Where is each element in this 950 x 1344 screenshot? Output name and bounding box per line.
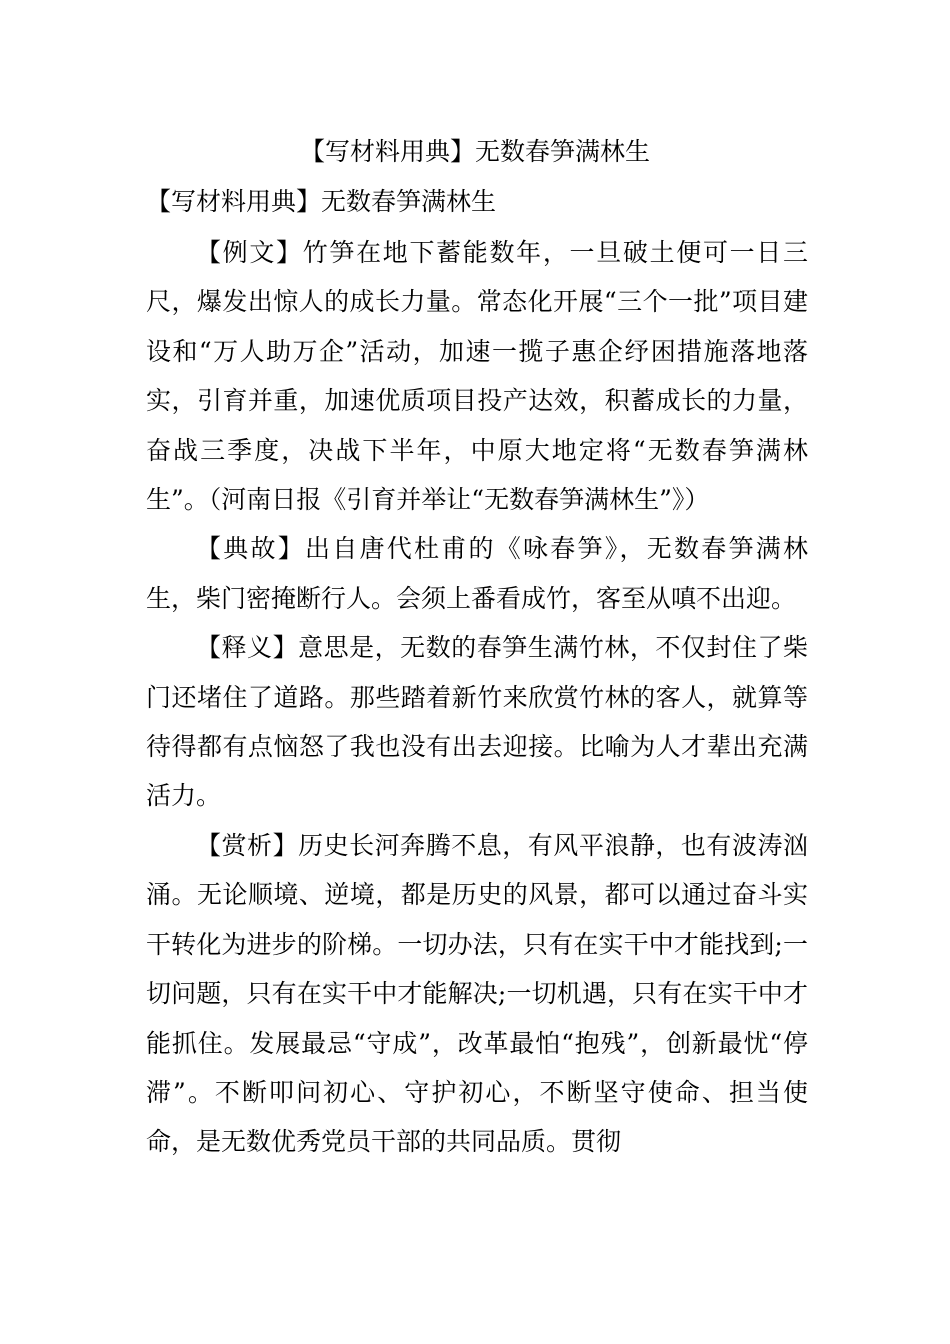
paragraph-interpretation: 【释义】意思是，无数的春笋生满竹林，不仅封住了柴门还堵住了道路。那些踏着新竹来欣赏竹林的客人，就算等待得都有点恼怒了我也没有出去迎接。比喻为人才辈出充满活力。 xyxy=(146,633,808,811)
document-title: 【写材料用典】无数春笋满林生 xyxy=(299,137,650,166)
paragraph-allusion: 【典故】出自唐代杜甫的《咏春笋》，无数春笋满林生，柴门密掩断行人。会须上番看成竹，客至从嗔不出迎。 xyxy=(146,534,808,613)
document-body xyxy=(146,228,808,1167)
paragraph-example: 【例文】竹笋在地下蓄能数年，一旦破土便可一日三尺，爆发出惊人的成长力量。常态化开展“三个一批”项目建设和“万人助万企”活动，加速一揽子惠企纾困措施落地落实，引育并重，加速优质项目投产达效，积蓄成长的力量，奋战三季度，决战下半年，中原大地定将“无数春笋满林生”。（河南日报《引育并举让“无数春笋满林生”》） xyxy=(146,238,808,515)
document-subtitle: 【写材料用典】无数春笋满林生 xyxy=(146,187,497,216)
paragraph-appreciation: 【赏析】历史长河奔腾不息，有风平浪静，也有波涛汹涌。无论顺境、逆境，都是历史的风景，都可以通过奋斗实干转化为进步的阶梯。一切办法，只有在实干中才能找到;一切问题，只有在实干中才能解决;一切机遇，只有在实干中才能抓住。发展最忌“守成”，改革最怕“抱残”，创新最忧“停滞”。不断叩问初心、守护初心，不断坚守使命、担当使命，是无数优秀党员干部的共同品质。贯彻 xyxy=(146,830,808,1157)
